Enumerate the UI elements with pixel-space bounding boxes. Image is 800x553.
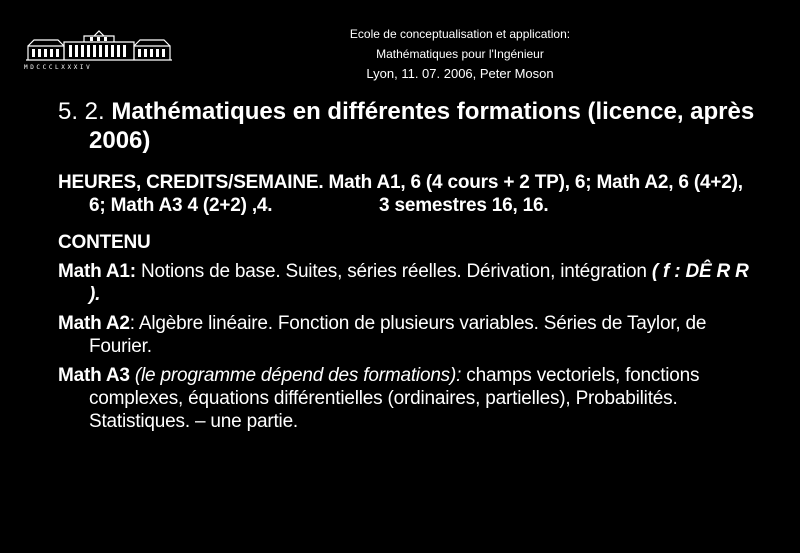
- section-number: 5. 2.: [58, 98, 105, 125]
- item-label: Math A2: [58, 313, 130, 334]
- item-italic-note: (le programme dépend des formations):: [129, 365, 462, 386]
- contenu-heading: CONTENU: [58, 232, 151, 253]
- item-label: Math A3: [58, 365, 130, 386]
- logo-caption: MDCCCLXXXIV: [24, 64, 93, 71]
- semesters-text: 3 semestres 16, 16.: [379, 195, 549, 216]
- list-item-math-a2: [58, 312, 758, 358]
- section-title: Mathématiques en différentes formations (licence, après 2006): [89, 98, 755, 154]
- item-text: : Algèbre linéaire. Fonction de plusieurs variables. Séries de Taylor, de Fourier.: [89, 313, 707, 357]
- hours-credits-paragraph: [58, 171, 758, 217]
- slide-header: [300, 24, 620, 84]
- item-label: Math A1:: [58, 261, 136, 282]
- header-course: Mathématiques pour l'Ingénieur: [376, 47, 544, 61]
- list-item-math-a1: [58, 260, 758, 306]
- slide-title: [58, 97, 758, 155]
- item-text: champs vectoriels, fonctions complexes, équations différentielles (ordinaires, partielles), Probabilités. Statistiques. – une partie.: [89, 365, 700, 432]
- item-text: Notions de base. Suites, séries réelles. Dérivation, intégration: [135, 261, 652, 282]
- header-date-author: Lyon, 11. 07. 2006, Peter Moson: [366, 66, 554, 81]
- item-formula: ( f : DÊ R R ).: [89, 261, 749, 305]
- hours-credits-text: HEURES, CREDITS/SEMAINE. Math A1, 6 (4 cours + 2 TP), 6; Math A2, 6 (4+2), 6; Math A3 4 (2+2) ,4.: [58, 172, 743, 216]
- list-item-math-a3: [58, 364, 758, 433]
- header-school: Ecole de conceptualisation et application:: [349, 27, 571, 41]
- slide-body: [58, 97, 758, 439]
